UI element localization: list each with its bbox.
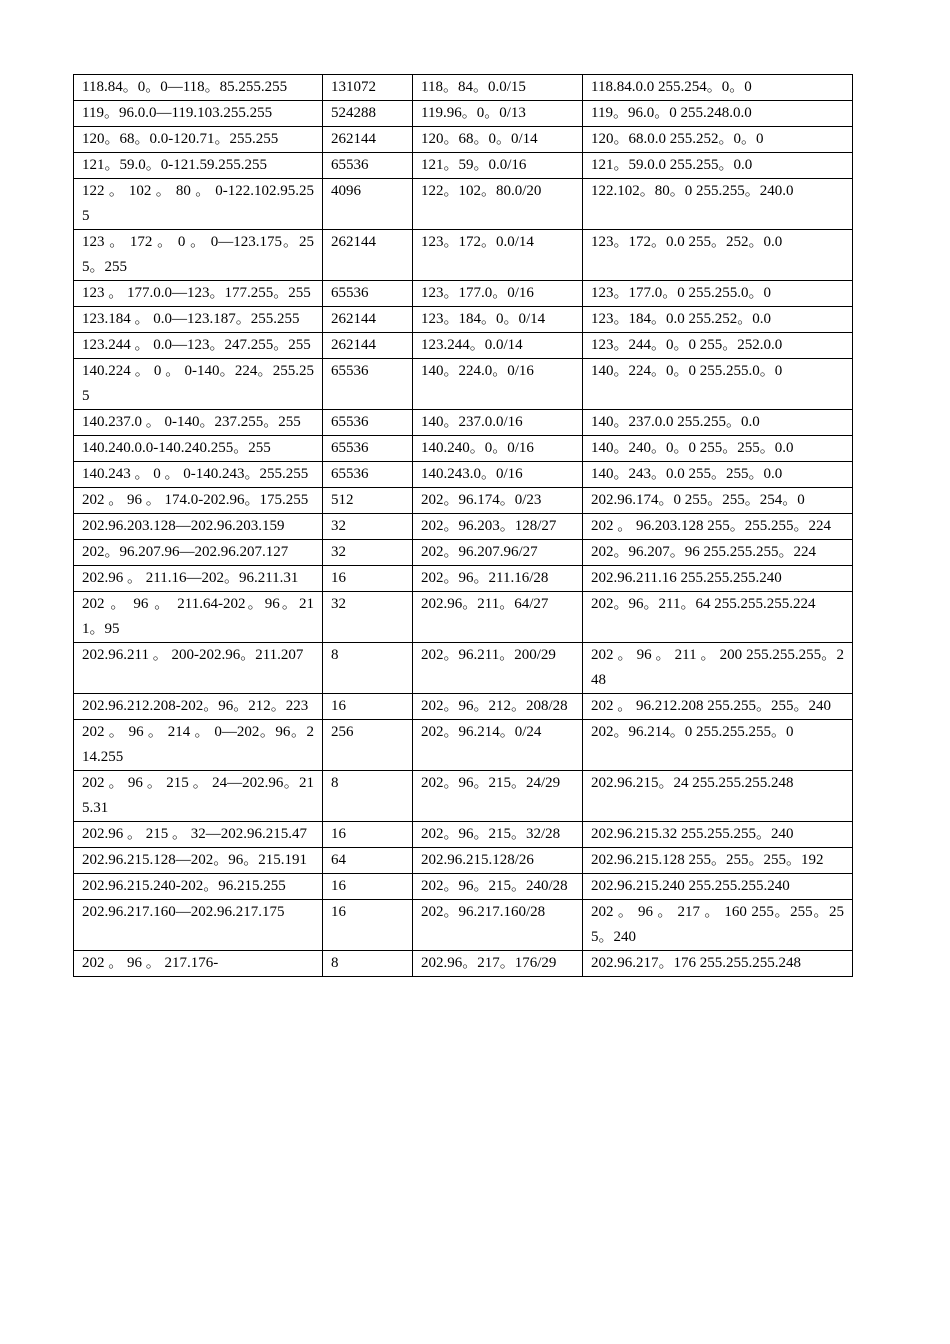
address-count-cell: 512	[323, 488, 413, 514]
address-count-cell: 16	[323, 900, 413, 951]
table-row	[74, 179, 853, 230]
cidr-cell: 202。96.217.160/28	[413, 900, 583, 951]
ip-range-cell: 202.96.212.208-202。96。212。223	[74, 694, 323, 720]
address-count-cell: 64	[323, 848, 413, 874]
address-count-cell: 131072	[323, 75, 413, 101]
cidr-cell: 140.240。0。0/16	[413, 436, 583, 462]
address-count-cell: 16	[323, 566, 413, 592]
table-row	[74, 281, 853, 307]
netmask-cell: 119。96.0。0 255.248.0.0	[583, 101, 853, 127]
address-count-cell: 32	[323, 514, 413, 540]
address-count-cell: 32	[323, 540, 413, 566]
ip-range-cell: 140.240.0.0-140.240.255。255	[74, 436, 323, 462]
ip-range-table	[73, 74, 853, 977]
address-count-cell: 262144	[323, 230, 413, 281]
ip-range-cell: 118.84。0。0—118。85.255.255	[74, 75, 323, 101]
ip-range-cell: 202 。 96 。 211.64-202。96。211。95	[74, 592, 323, 643]
cidr-cell: 202。96。211.16/28	[413, 566, 583, 592]
ip-range-cell: 140.237.0 。 0-140。237.255。255	[74, 410, 323, 436]
ip-range-cell: 140.243 。 0 。 0-140.243。255.255	[74, 462, 323, 488]
table-row	[74, 566, 853, 592]
netmask-cell: 202.96.211.16 255.255.255.240	[583, 566, 853, 592]
table-row	[74, 410, 853, 436]
netmask-cell: 202.96.215。24 255.255.255.248	[583, 771, 853, 822]
cidr-cell: 202。96.211。200/29	[413, 643, 583, 694]
table-row	[74, 771, 853, 822]
netmask-cell: 120。68.0.0 255.252。0。0	[583, 127, 853, 153]
netmask-cell: 202 。 96.203.128 255。255.255。224	[583, 514, 853, 540]
table-row	[74, 848, 853, 874]
address-count-cell: 65536	[323, 359, 413, 410]
netmask-cell: 140。240。0。0 255。255。0.0	[583, 436, 853, 462]
netmask-cell: 123。172。0.0 255。252。0.0	[583, 230, 853, 281]
netmask-cell: 121。59.0.0 255.255。0.0	[583, 153, 853, 179]
netmask-cell: 202.96.215.240 255.255.255.240	[583, 874, 853, 900]
netmask-cell: 202。96。211。64 255.255.255.224	[583, 592, 853, 643]
ip-range-cell: 202 。 96 。 217.176-	[74, 951, 323, 977]
cidr-cell: 202。96。215。24/29	[413, 771, 583, 822]
ip-range-cell: 202.96.211 。 200-202.96。211.207	[74, 643, 323, 694]
netmask-cell: 123。244。0。0 255。252.0.0	[583, 333, 853, 359]
table-row	[74, 874, 853, 900]
ip-range-cell: 202.96.215.240-202。96.215.255	[74, 874, 323, 900]
table-row	[74, 643, 853, 694]
cidr-cell: 140。224.0。0/16	[413, 359, 583, 410]
table-row	[74, 488, 853, 514]
netmask-cell: 202 。 96 。 211 。 200 255.255.255。248	[583, 643, 853, 694]
netmask-cell: 202。96.214。0 255.255.255。0	[583, 720, 853, 771]
ip-range-cell: 119。96.0.0—119.103.255.255	[74, 101, 323, 127]
netmask-cell: 118.84.0.0 255.254。0。0	[583, 75, 853, 101]
address-count-cell: 8	[323, 951, 413, 977]
ip-range-cell: 121。59.0。0-121.59.255.255	[74, 153, 323, 179]
address-count-cell: 16	[323, 822, 413, 848]
cidr-cell: 122。102。80.0/20	[413, 179, 583, 230]
table-row	[74, 75, 853, 101]
table-row	[74, 822, 853, 848]
netmask-cell: 202 。 96.212.208 255.255。255。240	[583, 694, 853, 720]
netmask-cell: 202。96.207。96 255.255.255。224	[583, 540, 853, 566]
table-row	[74, 462, 853, 488]
netmask-cell: 123。184。0.0 255.252。0.0	[583, 307, 853, 333]
netmask-cell: 202.96.215.32 255.255.255。240	[583, 822, 853, 848]
ip-range-cell: 123.184 。 0.0—123.187。255.255	[74, 307, 323, 333]
table-row	[74, 333, 853, 359]
address-count-cell: 16	[323, 874, 413, 900]
cidr-cell: 120。68。0。0/14	[413, 127, 583, 153]
address-count-cell: 65536	[323, 153, 413, 179]
cidr-cell: 202。96。212。208/28	[413, 694, 583, 720]
netmask-cell: 122.102。80。0 255.255。240.0	[583, 179, 853, 230]
table-row	[74, 900, 853, 951]
table-row	[74, 101, 853, 127]
address-count-cell: 256	[323, 720, 413, 771]
ip-range-cell: 123 。 172 。 0 。 0—123.175。255。255	[74, 230, 323, 281]
ip-range-cell: 140.224 。 0 。 0-140。224。255.255	[74, 359, 323, 410]
cidr-cell: 123。184。0。0/14	[413, 307, 583, 333]
netmask-cell: 140。243。0.0 255。255。0.0	[583, 462, 853, 488]
cidr-cell: 118。84。0.0/15	[413, 75, 583, 101]
cidr-cell: 123。172。0.0/14	[413, 230, 583, 281]
table-row	[74, 153, 853, 179]
cidr-cell: 140.243.0。0/16	[413, 462, 583, 488]
table-row	[74, 694, 853, 720]
netmask-cell: 202.96.215.128 255。255。255。192	[583, 848, 853, 874]
address-count-cell: 8	[323, 771, 413, 822]
address-count-cell: 65536	[323, 462, 413, 488]
cidr-cell: 202.96。211。64/27	[413, 592, 583, 643]
address-count-cell: 8	[323, 643, 413, 694]
ip-range-cell: 120。68。0.0-120.71。255.255	[74, 127, 323, 153]
cidr-cell: 202。96。215。240/28	[413, 874, 583, 900]
cidr-cell: 202。96.174。0/23	[413, 488, 583, 514]
cidr-cell: 140。237.0.0/16	[413, 410, 583, 436]
table-row	[74, 514, 853, 540]
table-row	[74, 951, 853, 977]
ip-range-cell: 123 。 177.0.0—123。177.255。255	[74, 281, 323, 307]
address-count-cell: 32	[323, 592, 413, 643]
ip-range-cell: 202 。 96 。 214 。 0—202。96。214.255	[74, 720, 323, 771]
cidr-cell: 123.244。0.0/14	[413, 333, 583, 359]
ip-range-cell: 202.96 。 215 。 32—202.96.215.47	[74, 822, 323, 848]
ip-range-table-body	[74, 75, 853, 977]
ip-range-cell: 202.96.217.160—202.96.217.175	[74, 900, 323, 951]
cidr-cell: 121。59。0.0/16	[413, 153, 583, 179]
netmask-cell: 140。237.0.0 255.255。0.0	[583, 410, 853, 436]
table-row	[74, 307, 853, 333]
cidr-cell: 202。96。215。32/28	[413, 822, 583, 848]
netmask-cell: 140。224。0。0 255.255.0。0	[583, 359, 853, 410]
ip-range-cell: 202.96.215.128—202。96。215.191	[74, 848, 323, 874]
ip-range-cell: 202 。 96 。 215 。 24—202.96。215.31	[74, 771, 323, 822]
cidr-cell: 202。96.214。0/24	[413, 720, 583, 771]
cidr-cell: 202。96.207.96/27	[413, 540, 583, 566]
address-count-cell: 65536	[323, 410, 413, 436]
netmask-cell: 123。177.0。0 255.255.0。0	[583, 281, 853, 307]
address-count-cell: 65536	[323, 281, 413, 307]
address-count-cell: 262144	[323, 127, 413, 153]
address-count-cell: 524288	[323, 101, 413, 127]
table-row	[74, 592, 853, 643]
ip-range-cell: 202.96 。 211.16—202。96.211.31	[74, 566, 323, 592]
ip-range-cell: 202.96.203.128—202.96.203.159	[74, 514, 323, 540]
table-row	[74, 359, 853, 410]
netmask-cell: 202 。 96 。 217 。 160 255。255。255。240	[583, 900, 853, 951]
ip-range-cell: 123.244 。 0.0—123。247.255。255	[74, 333, 323, 359]
ip-range-cell: 202。96.207.96—202.96.207.127	[74, 540, 323, 566]
address-count-cell: 262144	[323, 333, 413, 359]
address-count-cell: 65536	[323, 436, 413, 462]
table-row	[74, 436, 853, 462]
netmask-cell: 202.96.217。176 255.255.255.248	[583, 951, 853, 977]
table-row	[74, 127, 853, 153]
table-row	[74, 720, 853, 771]
address-count-cell: 16	[323, 694, 413, 720]
table-row	[74, 230, 853, 281]
ip-range-cell: 122 。 102 。 80 。 0-122.102.95.255	[74, 179, 323, 230]
cidr-cell: 202.96.215.128/26	[413, 848, 583, 874]
cidr-cell: 202.96。217。176/29	[413, 951, 583, 977]
cidr-cell: 123。177.0。0/16	[413, 281, 583, 307]
cidr-cell: 119.96。0。0/13	[413, 101, 583, 127]
table-row	[74, 540, 853, 566]
netmask-cell: 202.96.174。0 255。255。254。0	[583, 488, 853, 514]
ip-range-cell: 202 。 96 。 174.0-202.96。175.255	[74, 488, 323, 514]
cidr-cell: 202。96.203。128/27	[413, 514, 583, 540]
address-count-cell: 4096	[323, 179, 413, 230]
address-count-cell: 262144	[323, 307, 413, 333]
